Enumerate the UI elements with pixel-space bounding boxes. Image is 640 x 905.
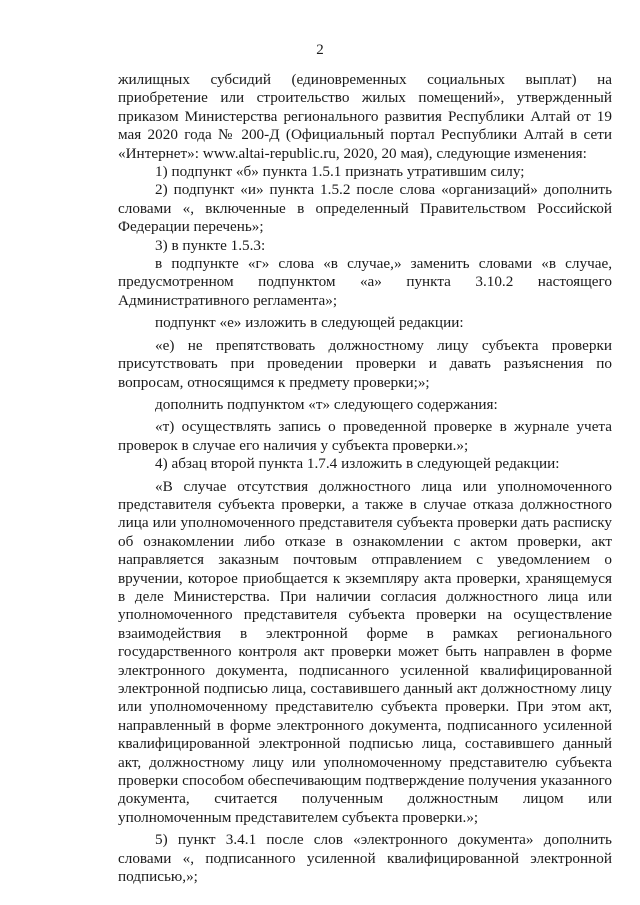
paragraph-item-1: 1) подпункт «б» пункта 1.5.1 признать утратившим силу; [155,163,525,181]
paragraph-item-3-subpoint-e-intro: подпункт «е» изложить в следующей редакции: [155,314,464,332]
paragraph-item-3: 3) в пункте 1.5.3: [155,236,266,254]
paragraph-item-5: 5) пункт 3.4.1 после слов «электронного документа» дополнить словами «, подписанного усиленной квалифицированной электронной подписью,»; [118,831,612,886]
paragraph-item-3-subpoint-e-text: «е) не препятствовать должностному лицу субъекта проверки присутствовать при проведении проверки и давать разъяснения по вопросам, относящимся к предмету проверки;»; [118,336,612,391]
paragraph-item-4-text: «В случае отсутствия должностного лица или уполномоченного представителя субъекта проверки, а также в случае отказа должностного лица или уполномоченного представителя субъекта проверки дать расписку об ознакомлении либо отказе в ознакомлении с актом проверки, акт направляется заказным почтовым отправлением с уведомлением о вручении, которое приобщается к экземпляру акта проверки, хранящемуся в деле Министерства. При наличии согласия должностного лица или уполномоченного представителя субъекта проверки на осуществление взаимодействия в электронной форме в рамках регионального государственного контроля акт проверки может быть направлен в форме электронного документа, подписанного усиленной квалифицированной электронной подписью лица, составившего данный акт должностному лицу или уполномоченному представителю субъекта проверки. При этом акт, направленный в форме электронного документа, подписанного усиленной квалифицированной электронной подписью лица, составившего данный акт, должностному лицу или уполномоченному представителю субъекта проверки способом обеспечивающим подтверждение получения указанного документа, считается полученным должностным лицом или уполномоченным представителем субъекта проверки.»; [118,477,612,826]
paragraph-item-2: 2) подпункт «и» пункта 1.5.2 после слова «организаций» дополнить словами «, включенные в определенный Правительством Российской Федерации перечень»; [118,181,612,236]
paragraph-item-3-subpoint-t-intro: дополнить подпунктом «т» следующего содержания: [155,395,498,413]
page-number: 2 [316,42,324,58]
paragraph-item-3-subpoint-t-text: «т) осуществлять запись о проведенной проверке в журнале учета проверок в случае его наличия у субъекта проверки.»; [118,418,612,454]
paragraph-item-4: 4) абзац второй пункта 1.7.4 изложить в следующей редакции: [155,455,560,473]
paragraph-item-3-subpoint-g: в подпункте «г» слова «в случае,» заменить словами «в случае, предусмотренном подпунктом «а» пункта 3.10.2 настоящего Административного регламента»; [118,255,612,309]
document-body [118,71,612,886]
paragraph-intro-continuation: жилищных субсидий (единовременных социальных выплат) на приобретение или строительство жилых помещений», утвержденный приказом Министерства регионального развития Республики Алтай от 19 мая 2020 года № 200-Д (Официальный портал Республики Алтай в сети «Интернет»: www.altai-republic.ru, 2020, 20 мая), следующие изменения: [118,71,612,162]
